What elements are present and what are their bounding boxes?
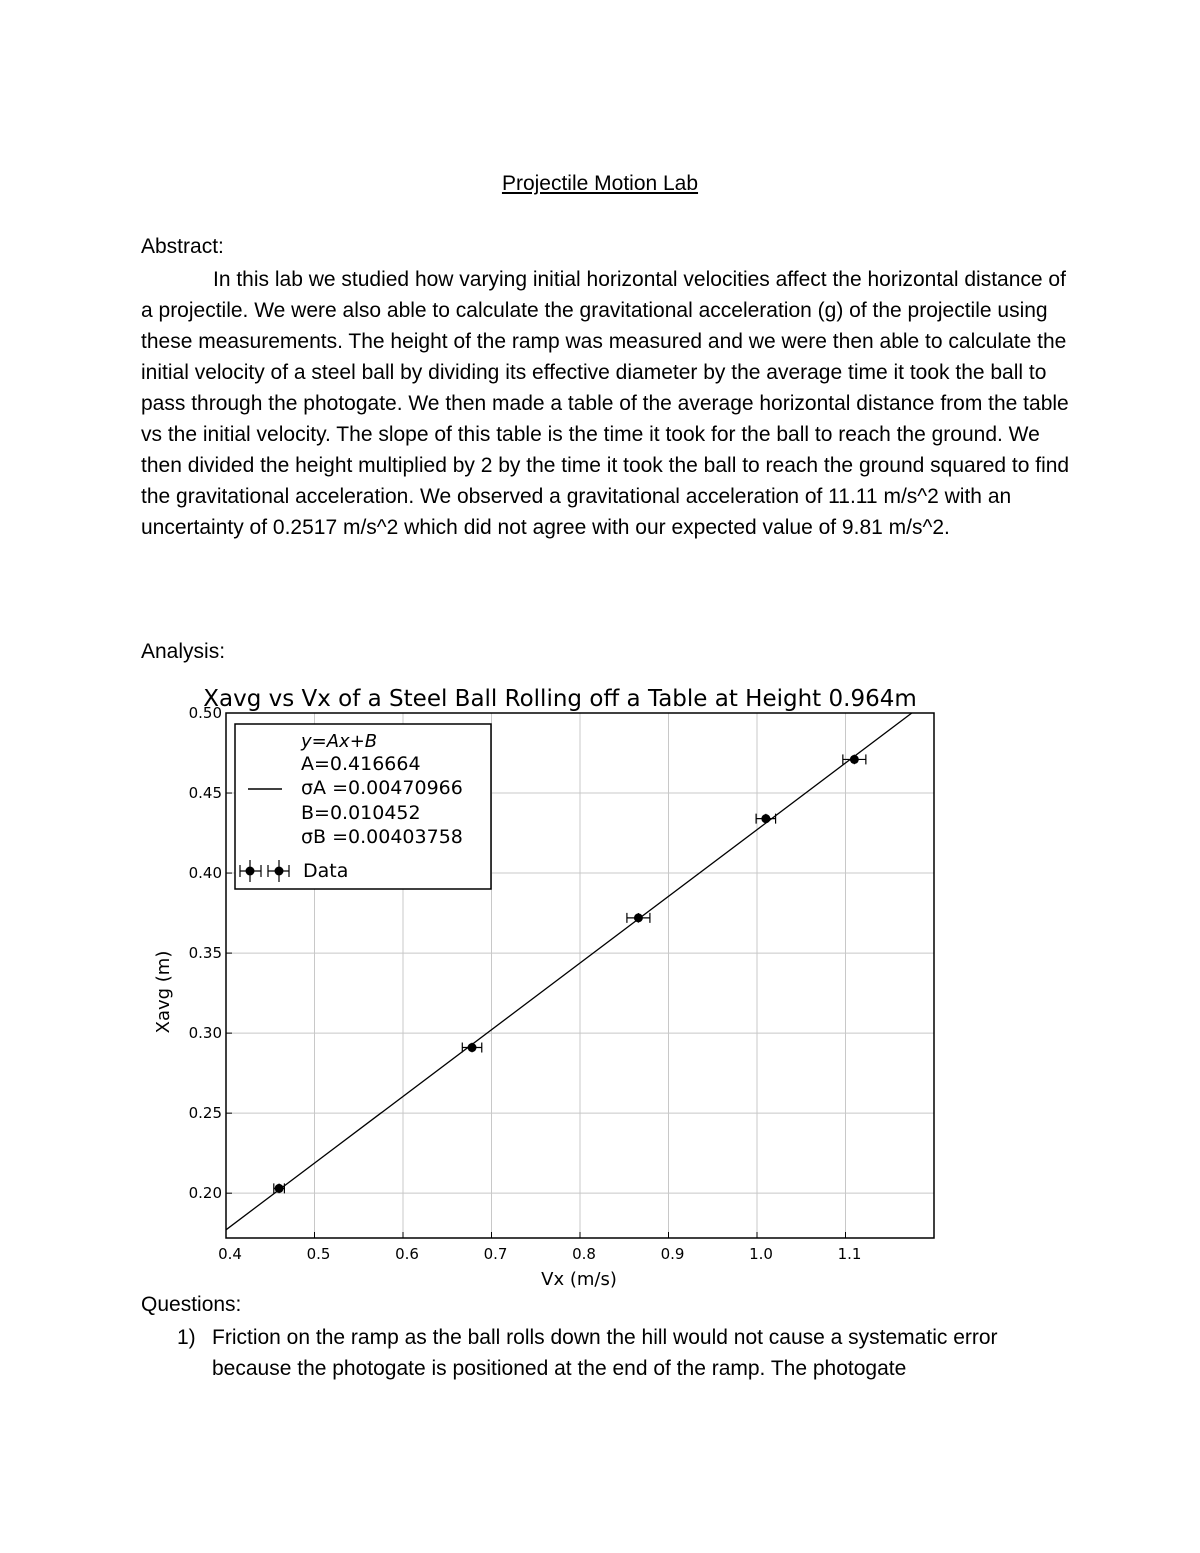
y-tick-label: 0.35 (188, 944, 222, 963)
x-axis-label: Vx (m/s) (541, 1269, 617, 1290)
data-marker (468, 1043, 477, 1052)
x-tick-label: 0.6 (395, 1245, 419, 1263)
questions-heading: Questions: (141, 1293, 242, 1316)
legend-equation: y=Ax+B (301, 731, 378, 752)
y-tick-label: 0.20 (188, 1184, 222, 1203)
data-point (627, 913, 650, 923)
y-tick-label: 0.50 (188, 704, 222, 722)
x-tick-label: 1.1 (837, 1245, 862, 1263)
questions-list (141, 1322, 1071, 1384)
data-point (462, 1043, 481, 1053)
y-tick-label: 0.25 (188, 1104, 222, 1123)
analysis-heading: Analysis: (141, 640, 226, 663)
legend-data-label: Data (303, 860, 349, 882)
chart-title: Xavg vs Vx of a Steel Ball Rolling off a Table at Height 0.964m (203, 686, 917, 712)
chart (140, 676, 960, 1296)
data-marker (275, 1184, 284, 1193)
data-marker (850, 755, 859, 764)
legend-fit-sigma-b: σB =0.00403758 (301, 826, 463, 848)
x-tick-label: 0.5 (306, 1245, 331, 1263)
document-title: Projectile Motion Lab (501, 172, 699, 195)
abstract-paragraph: In this lab we studied how varying initial horizontal velocities affect the horizontal distance of a projectile. We were also able to calculate the gravitational acceleration (g) of the projectile using these measurements. The height of the ramp was measured and we were then able to calculate the initial velocity of a steel ball by dividing its effective diameter by the average time it took the ball to pass through the photogate. We then made a table of the average horizontal distance from the table vs the initial velocity. The slope of this table is the time it took for the ball to reach the ground. We then divided the height multiplied by 2 by the time it took the ball to reach the ground squared to find the gravitational acceleration. We observed a gravitational acceleration of 11.11 m/s^2 with an uncertainty of 0.2517 m/s^2 which did not agree with our expected value of 9.81 m/s^2. (141, 268, 1070, 539)
legend-fit-b: B=0.010452 (301, 802, 421, 824)
x-axis-ticks (218, 1232, 861, 1263)
data-marker (761, 814, 770, 823)
legend-fit-sigma-a: σA =0.00470966 (301, 777, 463, 799)
legend (235, 724, 491, 889)
x-tick-label: 0.4 (218, 1245, 242, 1263)
question-item (141, 1322, 1071, 1384)
y-tick-label: 0.40 (188, 864, 222, 883)
y-axis-label: Xavg (m) (153, 950, 174, 1034)
data-point (756, 814, 775, 824)
y-tick-label: 0.45 (188, 784, 222, 803)
data-marker (634, 913, 643, 922)
question-number: 1) (177, 1326, 196, 1349)
legend-fit-a: A=0.416664 (301, 753, 421, 775)
abstract-heading: Abstract: (141, 235, 224, 258)
x-tick-label: 0.8 (572, 1245, 596, 1263)
x-tick-label: 0.7 (483, 1245, 508, 1263)
y-tick-label: 0.30 (188, 1024, 222, 1043)
question-text: Friction on the ramp as the ball rolls down the hill would not cause a systematic error because the photogate is positioned at the end of the ramp. The photogate (212, 1326, 998, 1380)
x-tick-label: 1.0 (749, 1245, 773, 1263)
x-tick-label: 0.9 (660, 1245, 685, 1263)
